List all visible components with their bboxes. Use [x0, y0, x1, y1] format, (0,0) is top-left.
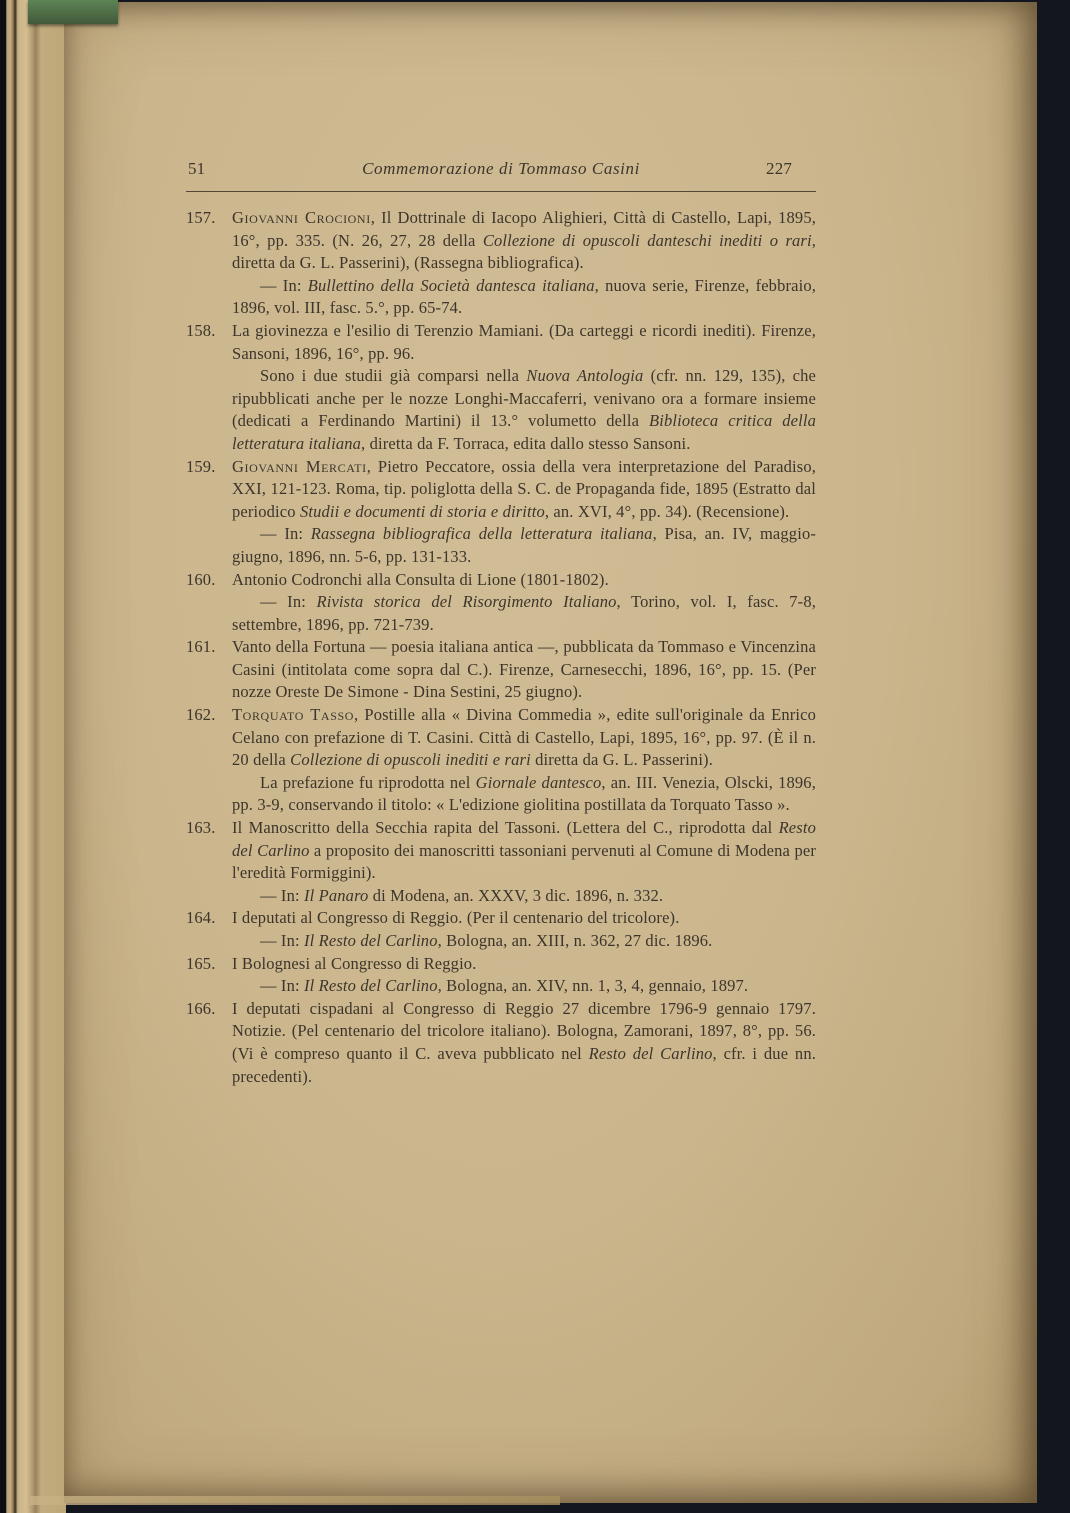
entry-text: [186, 817, 816, 885]
entry-subtext: [186, 930, 816, 953]
text-segment: Torquato Tasso: [232, 705, 355, 725]
text-segment: I deputati al Congresso di Reggio. (Per il centenario del tricolore).: [232, 908, 680, 928]
text-segment: Resto del Carlino: [232, 818, 816, 860]
entry-subtext: [186, 365, 816, 455]
bibliography-entry: [186, 907, 816, 952]
text-segment: Il Manoscritto della Secchia rapita del Tassoni. (Lettera del C., riprodotta dal: [232, 818, 779, 838]
header-folio-number: 51: [188, 159, 206, 178]
text-segment: Antonio Codronchi alla Consulta di Lione (1801-1802).: [232, 569, 609, 589]
scanned-page-surface: [64, 2, 1037, 1503]
bibliography-entry: [186, 569, 816, 637]
text-segment: — In:: [260, 976, 304, 996]
entry-subtext: [186, 275, 816, 320]
text-segment: di Modena, an. XXXV, 3 dic. 1896, n. 332.: [368, 885, 664, 905]
text-segment: , Torino, vol. I, fasc. 7-8, settembre, 1896, pp. 721-739.: [232, 592, 816, 634]
text-segment: — In:: [260, 931, 304, 950]
text-segment: Collezione di opuscoli danteschi inediti o rari: [482, 230, 812, 250]
entry-number: 158.: [186, 320, 216, 340]
entry-text: [186, 704, 816, 772]
entry-number: 161.: [186, 637, 216, 657]
text-segment: La giovinezza e l'esilio di Terenzio Mamiani. (Da carteggi e ricordi inediti). Firenze, Sansoni, 1896, 16°, pp. 96.: [232, 320, 816, 363]
text-segment: , Pisa, an. IV, maggio-giugno, 1896, nn. 5-6, pp. 131-133.: [232, 524, 816, 566]
entry-subtext: [186, 591, 816, 636]
text-segment: Studii e documenti di storia e diritto: [299, 501, 545, 521]
bibliography-entry: [186, 953, 816, 998]
text-segment: (cfr. nn. 129, 135), che ripubblicati anche per le nozze Longhi-Maccaferri, venivano ora a formare insieme (dedicati a Ferdinando Martini) il 13.° volumetto della: [232, 366, 816, 431]
text-segment: — In:: [260, 592, 317, 612]
text-segment: Vanto della Fortuna — poesia italiana antica —, pubblicata da Tommaso e Vincenzina Casini (intitolata come sopra dal C.). Firenze, Carnesecchi, 1896, 16°, pp. 15. (Per nozze Oreste De Simone - Dina Sestini, 25 giugno).: [232, 637, 816, 702]
text-segment: , Pietro Peccatore, ossia della vera interpretazione del Paradiso, XXI, 121-123. Roma, tip. poliglotta della S. C. de Propaganda fide, 1895 (Estratto dal periodico: [232, 456, 816, 521]
text-segment: , cfr. i due nn. precedenti).: [232, 1043, 816, 1086]
text-segment: , diretta da F. Torraca, edita dallo stesso Sansoni.: [361, 433, 691, 453]
text-segment: Collezione di opuscoli inediti e rari: [290, 750, 531, 770]
entry-text: [186, 320, 816, 365]
entry-subtext: [186, 885, 816, 908]
bibliography-entry: [186, 998, 816, 1088]
bottom-page-edge: [30, 1496, 560, 1505]
text-segment: — In:: [260, 885, 304, 905]
entry-subtext: [186, 975, 816, 998]
book-binding-page-edges: [0, 0, 66, 1513]
running-header: [186, 158, 816, 186]
text-segment: , Bologna, an. XIV, nn. 1, 3, 4, gennaio, 1897.: [437, 976, 749, 996]
entry-text: [186, 456, 816, 524]
text-segment: — In:: [260, 275, 308, 295]
text-segment: , Il Dottrinale di Iacopo Alighieri, Città di Castello, Lapi, 1895, 16°, pp. 335. (N. 26, 27, 28 della: [232, 208, 816, 250]
bibliography-entries: [186, 207, 816, 1088]
entry-number: 162.: [186, 705, 216, 725]
entry-number: 166.: [186, 998, 216, 1018]
entry-number: 164.: [186, 908, 216, 928]
text-segment: diretta da G. L. Passerini).: [530, 750, 713, 770]
entry-text: [186, 207, 816, 275]
entry-text: [186, 907, 816, 930]
text-segment: I deputati cispadani al Congresso di Reggio 27 dicembre 1796-9 gennaio 1797. Notizie. (Pel centenario del tricolore italiano). Bologna, Zamorani, 1897, 8°, pp. 56. (Vi è compreso quanto il C. aveva pubblicato nel: [232, 998, 816, 1063]
text-segment: Bullettino della Società dantesca italiana: [307, 275, 595, 295]
entry-subtext: [186, 523, 816, 568]
entry-subtext: [186, 772, 816, 817]
text-segment: , Postille alla « Divina Commedia », edite sull'originale da Enrico Celano con prefazione di T. Casini. Città di Castello, Lapi, 1895, 16°, pp. 97. (È il n. 20 della: [232, 705, 817, 770]
binding-cloth-green: [28, 0, 118, 24]
text-segment: Il Panaro: [303, 885, 369, 905]
text-segment: La prefazione fu riprodotta nel: [260, 772, 476, 792]
text-segment: Rivista storica del Risorgimento Italiano: [316, 592, 617, 612]
text-segment: Sono i due studii già comparsi nella: [260, 366, 527, 386]
page-content: [186, 158, 816, 1088]
text-segment: Giornale dantesco: [475, 772, 602, 792]
header-page-number: 227: [766, 159, 792, 178]
text-segment: , nuova serie, Firenze, febbraio, 1896, vol. III, fasc. 5.°, pp. 65-74.: [232, 275, 817, 318]
entry-number: 157.: [186, 208, 216, 227]
text-segment: — In:: [260, 524, 311, 544]
text-segment: Rassegna bibliografica della letteratura italiana: [310, 524, 653, 544]
bibliography-entry: [186, 817, 816, 907]
bibliography-entry: [186, 320, 816, 456]
entry-number: 159.: [186, 456, 216, 476]
text-segment: Biblioteca critica della letteratura italiana: [232, 411, 816, 453]
entry-text: [186, 569, 816, 592]
entry-text: [186, 636, 816, 704]
bibliography-entry: [186, 456, 816, 569]
text-segment: Giovanni Crocioni: [232, 208, 371, 227]
entry-number: 160.: [186, 569, 216, 589]
bibliography-entry: [186, 704, 816, 817]
text-segment: a proposito dei manoscritti tassoniani pervenuti al Comune di Modena per l'eredità Formiggini).: [232, 840, 816, 883]
header-rule: [186, 191, 816, 192]
text-segment: , diretta da G. L. Passerini), (Rassegna bibliografica).: [232, 230, 817, 273]
text-segment: Nuova Antologia: [526, 366, 644, 386]
text-segment: I Bolognesi al Congresso di Reggio.: [232, 953, 477, 973]
bibliography-entry: [186, 636, 816, 704]
text-segment: , an. III. Venezia, Olscki, 1896, pp. 3-9, conservando il titolo: « L'edizione giolitina postillata da Torquato Tasso ».: [232, 772, 816, 815]
text-segment: , Bologna, an. XIII, n. 362, 27 dic. 1896.: [437, 931, 713, 950]
entry-number: 165.: [186, 953, 216, 973]
text-segment: Il Resto del Carlino: [303, 976, 438, 996]
running-title: Commemorazione di Tommaso Casini: [362, 159, 640, 178]
bibliography-entry: [186, 207, 816, 320]
entry-number: 163.: [186, 818, 216, 838]
text-segment: , an. XVI, 4°, pp. 34). (Recensione).: [544, 501, 790, 521]
entry-text: [186, 953, 816, 976]
text-segment: Giovanni Mercati: [232, 456, 367, 476]
text-segment: Resto del Carlino: [588, 1043, 713, 1063]
entry-text: [186, 998, 816, 1088]
text-segment: Il Resto del Carlino: [303, 931, 438, 950]
